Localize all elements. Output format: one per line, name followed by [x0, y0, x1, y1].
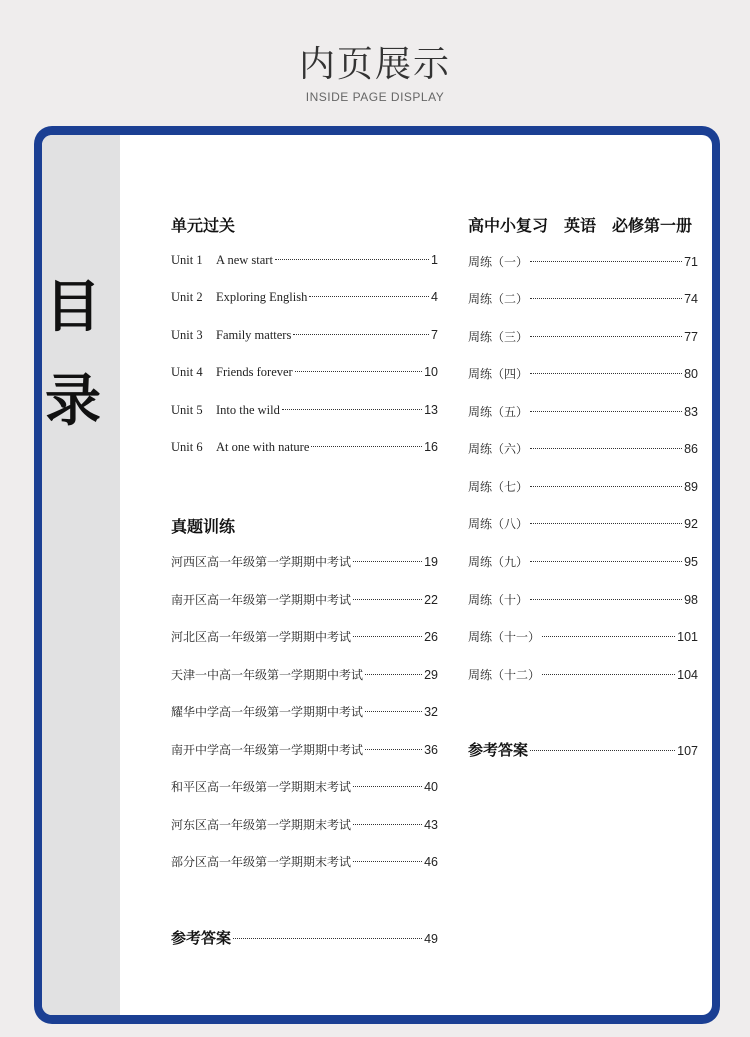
leader-dots	[295, 371, 422, 372]
page-number: 107	[677, 744, 698, 758]
leader-dots	[530, 561, 682, 562]
entry-title: 耀华中学高一年级第一学期期中考试	[171, 705, 364, 719]
leader-dots	[530, 448, 682, 449]
toc-entry-week	[468, 403, 698, 423]
entry-title: 周练（四）	[468, 367, 529, 381]
page-number: 80	[684, 367, 698, 381]
leader-dots	[530, 750, 675, 751]
page-number: 22	[424, 593, 438, 607]
entry-title: 部分区高一年级第一学期期末考试	[171, 855, 352, 869]
entry-title: 周练（九）	[468, 555, 529, 569]
toc-entry-exam	[171, 553, 438, 573]
leader-dots	[309, 296, 429, 297]
toc-entry-exam	[171, 591, 438, 611]
page-number: 83	[684, 405, 698, 419]
entry-title: 参考答案	[468, 741, 529, 759]
page-number: 16	[424, 440, 438, 454]
toc-entry-unit	[171, 403, 438, 423]
leader-dots	[282, 409, 422, 410]
page-number: 19	[424, 555, 438, 569]
leader-dots	[353, 599, 422, 600]
toc-entry-exam	[171, 666, 438, 686]
unit-number: Unit 6	[171, 440, 203, 454]
leader-dots	[530, 336, 682, 337]
toc-entry-week	[468, 591, 698, 611]
page-number: 89	[684, 480, 698, 494]
section-title-past-exams: 真题训练	[171, 517, 236, 536]
page-number: 40	[424, 780, 438, 794]
toc-entry-week	[468, 515, 698, 535]
leader-dots	[530, 298, 682, 299]
leader-dots	[530, 411, 682, 412]
entry-title: Into the wild	[216, 403, 280, 417]
toc-entry-exam	[171, 816, 438, 836]
page-number: 104	[677, 668, 698, 682]
page-number: 74	[684, 292, 698, 306]
leader-dots	[311, 446, 422, 447]
entry-title: 和平区高一年级第一学期期末考试	[171, 780, 352, 794]
entry-title: 周练（十二）	[468, 668, 541, 682]
toc-label-char-2: 录	[45, 369, 101, 434]
page-heading: 内页展示	[298, 44, 451, 85]
page-number: 46	[424, 855, 438, 869]
entry-title: 周练（七）	[468, 480, 529, 494]
page-number: 43	[424, 818, 438, 832]
page-number: 92	[684, 517, 698, 531]
toc-entry-unit	[171, 290, 438, 310]
toc-entry-exam	[171, 853, 438, 873]
entry-title: 周练（八）	[468, 517, 529, 531]
toc-sidebar	[42, 135, 120, 1015]
entry-title: A new start	[216, 253, 273, 267]
leader-dots	[293, 334, 429, 335]
entry-title: Friends forever	[216, 365, 293, 379]
toc-entry-answers	[171, 927, 438, 947]
toc-entry-answers	[468, 739, 698, 759]
toc-label-char-1: 目	[45, 275, 101, 340]
toc-entry-unit	[171, 365, 438, 385]
page-number: 10	[424, 365, 438, 379]
unit-number: Unit 4	[171, 365, 203, 379]
entry-title: 周练（二）	[468, 292, 529, 306]
leader-dots	[530, 261, 682, 262]
entry-title: 周练（十）	[468, 593, 529, 607]
entry-title: 周练（十一）	[468, 630, 541, 644]
page-number: 101	[677, 630, 698, 644]
toc-entry-week	[468, 365, 698, 385]
toc-entry-exam	[171, 778, 438, 798]
entry-title: 南开区高一年级第一学期期中考试	[171, 593, 352, 607]
toc-entry-exam	[171, 741, 438, 761]
entry-title: Family matters	[216, 328, 292, 342]
leader-dots	[530, 523, 682, 524]
entry-title: 河北区高一年级第一学期期中考试	[171, 630, 352, 644]
page-number: 1	[431, 253, 438, 267]
leader-dots	[233, 938, 422, 939]
section-title-unit-review: 单元过关	[171, 216, 236, 235]
page-number: 26	[424, 630, 438, 644]
page-number: 86	[684, 442, 698, 456]
leader-dots	[353, 636, 422, 637]
leader-dots	[365, 711, 422, 712]
page-number: 32	[424, 705, 438, 719]
page-number: 98	[684, 593, 698, 607]
entry-title: 周练（五）	[468, 405, 529, 419]
toc-entry-unit	[171, 253, 438, 273]
leader-dots	[365, 749, 422, 750]
toc-entry-week	[468, 328, 698, 348]
toc-page	[42, 135, 712, 1015]
entry-title: 周练（一）	[468, 255, 529, 269]
entry-title: 河西区高一年级第一学期期中考试	[171, 555, 352, 569]
leader-dots	[530, 373, 682, 374]
entry-title: At one with nature	[216, 440, 310, 454]
entry-title: 南开中学高一年级第一学期期中考试	[171, 743, 364, 757]
toc-entry-exam	[171, 628, 438, 648]
page-subheading: INSIDE PAGE DISPLAY	[305, 90, 445, 104]
unit-number: Unit 5	[171, 403, 203, 417]
toc-entry-unit	[171, 440, 438, 460]
leader-dots	[353, 786, 422, 787]
page-number: 95	[684, 555, 698, 569]
leader-dots	[353, 861, 422, 862]
entry-title: Exploring English	[216, 290, 308, 304]
page-number: 49	[424, 932, 438, 946]
leader-dots	[353, 824, 422, 825]
page-number: 7	[431, 328, 438, 342]
leader-dots	[530, 486, 682, 487]
entry-title: 天津一中高一年级第一学期期中考试	[171, 668, 364, 682]
page-number: 13	[424, 403, 438, 417]
toc-entry-week	[468, 553, 698, 573]
unit-number: Unit 3	[171, 328, 203, 342]
toc-entry-week	[468, 290, 698, 310]
toc-entry-exam	[171, 703, 438, 723]
toc-entry-week	[468, 666, 698, 686]
toc-entry-week	[468, 628, 698, 648]
leader-dots	[365, 674, 422, 675]
page-number: 71	[684, 255, 698, 269]
entry-title: 周练（三）	[468, 330, 529, 344]
entry-title: 参考答案	[171, 929, 232, 947]
page-number: 29	[424, 668, 438, 682]
leader-dots	[542, 636, 675, 637]
section-title-book: 高中小复习 英语 必修第一册	[468, 216, 693, 235]
unit-number: Unit 2	[171, 290, 203, 304]
page-number: 36	[424, 743, 438, 757]
unit-number: Unit 1	[171, 253, 203, 267]
leader-dots	[353, 561, 422, 562]
page-number: 77	[684, 330, 698, 344]
entry-title: 周练（六）	[468, 442, 529, 456]
toc-entry-unit	[171, 328, 438, 348]
leader-dots	[275, 259, 429, 260]
toc-entry-week	[468, 253, 698, 273]
entry-title: 河东区高一年级第一学期期末考试	[171, 818, 352, 832]
leader-dots	[530, 599, 682, 600]
toc-entry-week	[468, 440, 698, 460]
leader-dots	[542, 674, 675, 675]
toc-entry-week	[468, 478, 698, 498]
page-number: 4	[431, 290, 438, 304]
